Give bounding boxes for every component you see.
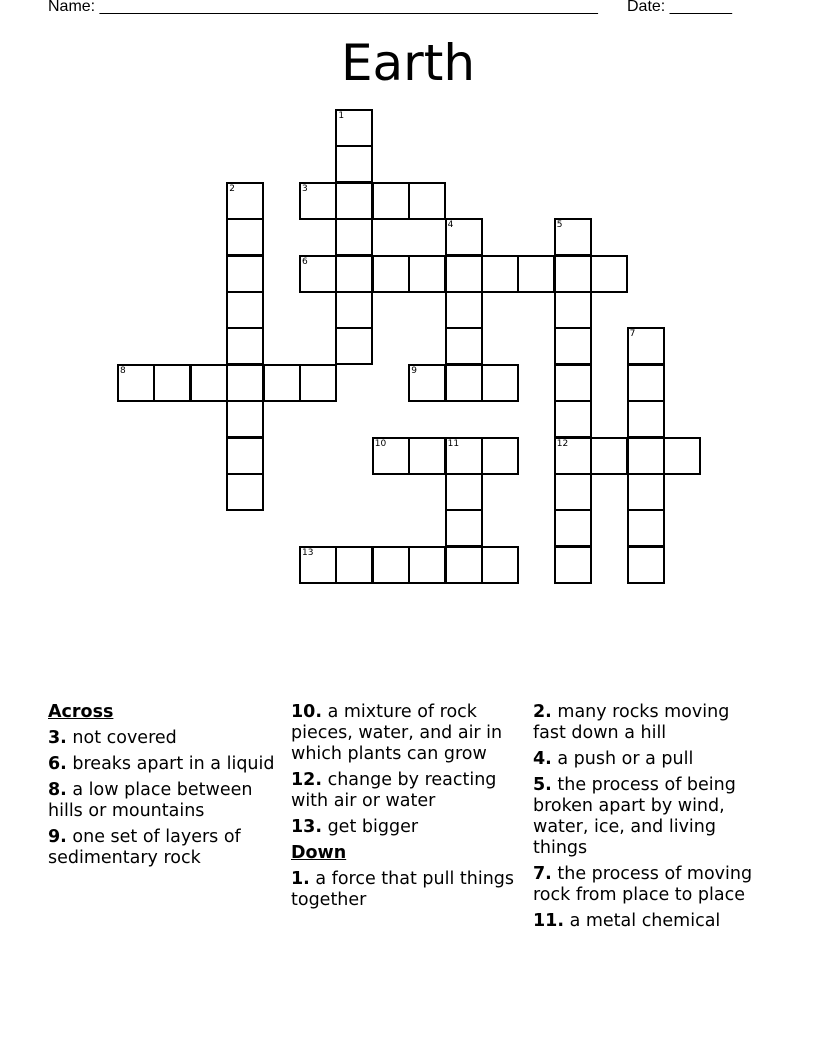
grid-cell[interactable] (627, 509, 665, 547)
grid-cell[interactable] (627, 437, 665, 475)
clue-across-13 (291, 817, 523, 838)
grid-cell[interactable] (445, 218, 483, 256)
clue-across-10 (291, 702, 523, 765)
grid-cell[interactable] (554, 327, 592, 365)
clue-text: the process of being broken apart by wind, water, ice, and living things (533, 775, 736, 858)
grid-cell[interactable] (445, 291, 483, 329)
grid-cell[interactable] (481, 546, 519, 584)
grid-cell[interactable] (408, 437, 446, 475)
cell-number: 4 (447, 220, 454, 231)
grid-cell[interactable] (554, 400, 592, 438)
clue-number: 5. (533, 775, 552, 795)
clue-number: 3. (48, 728, 67, 748)
grid-cell[interactable] (445, 546, 483, 584)
clue-text: a low place between hills or mountains (48, 780, 253, 821)
grid-cell[interactable] (226, 291, 264, 329)
grid-cell[interactable] (335, 145, 373, 183)
grid-cell[interactable] (445, 327, 483, 365)
grid-cell[interactable] (554, 437, 592, 475)
clue-across-12 (291, 770, 523, 812)
clue-number: 8. (48, 780, 67, 800)
cell-number: 2 (229, 183, 235, 194)
clue-number: 4. (533, 749, 552, 769)
clue-down-1 (291, 869, 523, 911)
grid-cell[interactable] (263, 364, 301, 402)
grid-cell[interactable] (226, 255, 264, 293)
clue-text: a force that pull things together (291, 869, 515, 910)
cell-number: 10 (374, 438, 387, 449)
clues-column-2 (291, 702, 523, 916)
cell-number: 6 (302, 256, 308, 267)
cell-number: 3 (302, 183, 308, 194)
grid-cell[interactable] (554, 473, 592, 511)
grid-cell[interactable] (590, 437, 628, 475)
clue-text: get bigger (322, 817, 419, 837)
grid-cell[interactable] (590, 255, 628, 293)
grid-cell[interactable] (627, 327, 665, 365)
grid-cell[interactable] (226, 364, 264, 402)
clue-down-11 (533, 911, 765, 932)
clue-text: many rocks moving fast down a hill (533, 702, 730, 743)
grid-cell[interactable] (299, 255, 337, 293)
grid-cell[interactable] (372, 182, 410, 220)
grid-cell[interactable] (299, 182, 337, 220)
cell-number: 11 (447, 438, 460, 449)
grid-cell[interactable] (226, 218, 264, 256)
grid-cell[interactable] (554, 218, 592, 256)
grid-cell[interactable] (226, 473, 264, 511)
grid-cell[interactable] (372, 437, 410, 475)
grid-cell[interactable] (445, 473, 483, 511)
grid-cell[interactable] (117, 364, 155, 402)
grid-cell[interactable] (408, 255, 446, 293)
clue-number: 13. (291, 817, 323, 837)
cell-number: 7 (629, 329, 636, 340)
grid-cell[interactable] (554, 255, 592, 293)
grid-cell[interactable] (299, 546, 337, 584)
clue-number: 6. (48, 754, 67, 774)
grid-cell[interactable] (445, 509, 483, 547)
clue-text: change by reacting with air or water (291, 770, 497, 811)
grid-cell[interactable] (445, 437, 483, 475)
clue-down-5 (533, 775, 765, 859)
grid-cell[interactable] (663, 437, 701, 475)
grid-cell[interactable] (335, 546, 373, 584)
date-field-label[interactable]: Date: _______ (627, 0, 732, 15)
grid-cell[interactable] (335, 182, 373, 220)
clue-down-7 (533, 864, 765, 906)
clue-number: 12. (291, 770, 323, 790)
clue-number: 10. (291, 702, 323, 722)
clue-text: breaks apart in a liquid (66, 754, 275, 774)
grid-cell[interactable] (335, 218, 373, 256)
clue-number: 9. (48, 827, 67, 847)
grid-cell[interactable] (627, 546, 665, 584)
cell-number: 13 (302, 547, 314, 558)
grid-cell[interactable] (299, 364, 337, 402)
clue-number: 2. (533, 702, 552, 722)
cell-number: 5 (556, 220, 563, 231)
clue-number: 11. (533, 911, 565, 931)
grid-cell[interactable] (517, 255, 555, 293)
grid-cell[interactable] (226, 182, 264, 220)
grid-cell[interactable] (226, 400, 264, 438)
down-heading: Down (291, 843, 347, 863)
grid-cell[interactable] (445, 364, 483, 402)
grid-cell[interactable] (226, 327, 264, 365)
clues-column-3 (533, 702, 765, 937)
clue-text: not covered (66, 728, 177, 748)
clue-text: a metal chemical (564, 911, 721, 931)
cell-number: 9 (411, 365, 417, 376)
grid-cell[interactable] (554, 509, 592, 547)
grid-cell[interactable] (372, 546, 410, 584)
grid-cell[interactable] (408, 182, 446, 220)
cell-number: 1 (338, 111, 345, 121)
cell-number: 8 (120, 365, 126, 376)
grid-cell[interactable] (153, 364, 191, 402)
clue-across-9 (48, 827, 280, 869)
grid-cell[interactable] (481, 255, 519, 293)
grid-cell[interactable] (190, 364, 228, 402)
clue-number: 1. (291, 869, 310, 889)
grid-cell[interactable] (408, 364, 446, 402)
grid-cell[interactable] (627, 473, 665, 511)
cell-number: 12 (556, 438, 569, 449)
across-heading: Across (48, 702, 114, 722)
grid-cell[interactable] (627, 400, 665, 438)
clues-column-1 (48, 702, 280, 874)
name-field-label[interactable]: Name: ________________________________________________________ (48, 0, 598, 15)
grid-cell[interactable] (554, 364, 592, 402)
clue-text: a mixture of rock pieces, water, and air in which plants can grow (291, 702, 503, 764)
grid-cell[interactable] (554, 291, 592, 329)
clue-down-2 (533, 702, 765, 744)
grid-cell[interactable] (481, 364, 519, 402)
clue-text: the process of moving rock from place to place (533, 864, 753, 905)
grid-cell[interactable] (445, 255, 483, 293)
grid-cell[interactable] (554, 546, 592, 584)
grid-cell[interactable] (335, 291, 373, 329)
grid-cell[interactable] (335, 327, 373, 365)
grid-cell[interactable] (335, 255, 373, 293)
grid-cell[interactable] (408, 546, 446, 584)
puzzle-title: Earth (340, 34, 476, 92)
clue-text: one set of layers of sedimentary rock (48, 827, 241, 868)
grid-cell[interactable] (627, 364, 665, 402)
clue-down-4 (533, 749, 765, 770)
grid-cell[interactable] (372, 255, 410, 293)
clue-across-8 (48, 780, 280, 822)
grid-cell[interactable] (481, 437, 519, 475)
clue-text: a push or a pull (551, 749, 694, 769)
clue-across-3 (48, 728, 280, 749)
grid-cell[interactable] (335, 109, 373, 147)
clue-across-6 (48, 754, 280, 775)
clue-number: 7. (533, 864, 552, 884)
grid-cell[interactable] (226, 437, 264, 475)
